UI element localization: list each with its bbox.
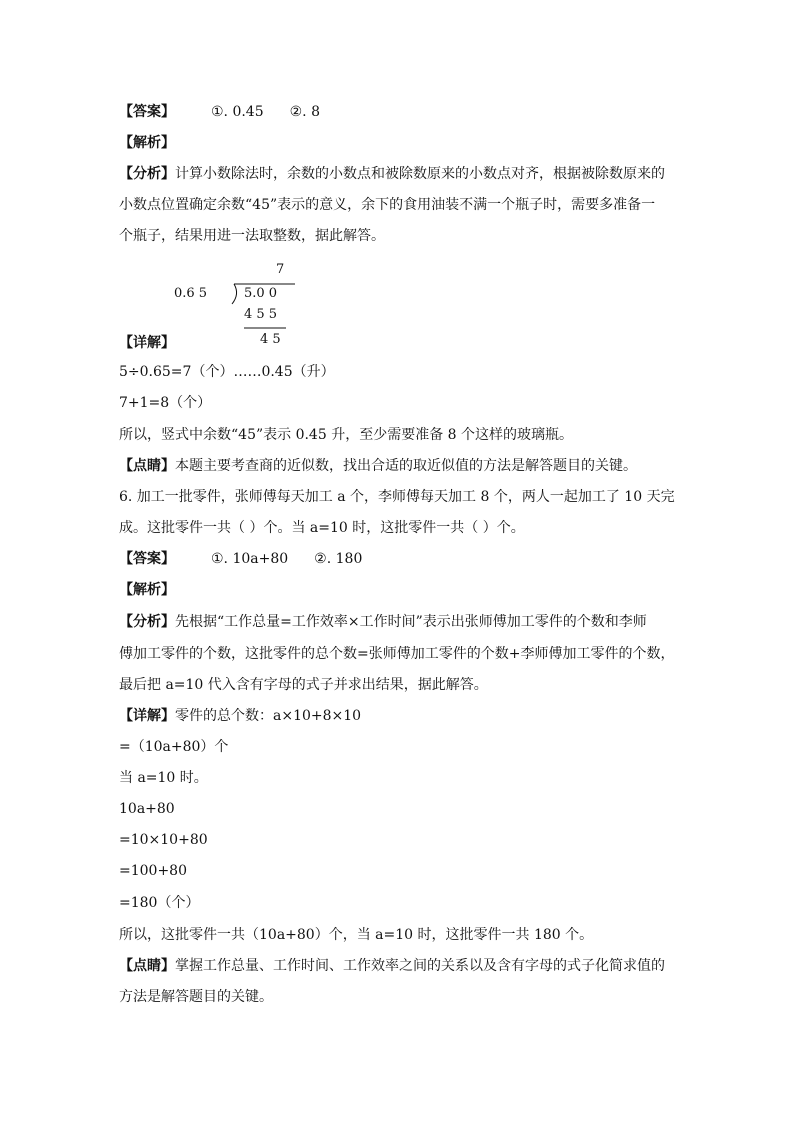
- detail-line: 10a+80: [119, 801, 175, 817]
- question-line: 6. 加工一批零件，张师傅每天加工 a 个，李师傅每天加工 8 个，两人一起加工了 10 天完: [119, 489, 675, 505]
- tip-tag: 【点睛】: [119, 958, 175, 974]
- division-divisor: 0.6 5: [174, 286, 208, 301]
- division-remainder: 4 5: [260, 332, 281, 347]
- tip-line: 【点睛】掌握工作总量、工作时间、工作效率之间的关系以及含有字母的式子化简求值的: [119, 958, 665, 974]
- detail-tag: 【详解】: [119, 708, 175, 724]
- detail-line: 5÷0.65=7（个）……0.45（升）: [119, 364, 335, 380]
- analysis-tag: 【解析】: [119, 135, 175, 151]
- answer-item: ①. 10a+80: [211, 551, 289, 567]
- division-quotient: 7: [276, 262, 285, 277]
- division-dividend: 5.0 0: [244, 286, 278, 301]
- division-bracket: [170, 262, 310, 352]
- answer-item: ②. 8: [289, 104, 320, 120]
- analysis-line: 最后把 a=10 代入含有字母的式子并求出结果，据此解答。: [119, 677, 488, 693]
- detail-line: =（10a+80）个: [119, 739, 229, 755]
- detail-line: 7+1=8（个）: [119, 395, 212, 411]
- tip-line: 方法是解答题目的关键。: [119, 989, 273, 1005]
- detail-line: 所以，这批零件一共（10a+80）个，当 a=10 时，这批零件一共 180 个。: [119, 927, 594, 943]
- detail-line: =180（个）: [119, 895, 200, 911]
- question-line: 成。这批零件一共（ ）个。当 a=10 时，这批零件一共（ ）个。: [119, 520, 525, 536]
- detail-line: =10×10+80: [119, 832, 208, 848]
- answer-line-2: [119, 549, 362, 569]
- analysis-line: 个瓶子，结果用进一法取整数，据此解答。: [119, 228, 385, 244]
- long-division-figure: [170, 262, 310, 352]
- answer-item: ①. 0.45: [211, 104, 264, 120]
- tip-line: 【点睛】本题主要考查商的近似数，找出合适的取近似值的方法是解答题目的关键。: [119, 458, 637, 474]
- answer-line-1: [119, 102, 320, 122]
- answer-tag: 【答案】: [119, 551, 175, 567]
- analysis-line: 【分析】计算小数除法时，余数的小数点和被除数原来的小数点对齐，根据被除数原来的: [119, 166, 665, 182]
- detail-line: =100+80: [119, 863, 187, 879]
- detail-line: 【详解】零件的总个数：a×10+8×10: [119, 708, 362, 724]
- fenxi-tag: 【分析】: [119, 614, 175, 630]
- answer-tag: 【答案】: [119, 104, 175, 120]
- answer-item: ②. 180: [314, 551, 363, 567]
- tip-tag: 【点睛】: [119, 458, 175, 474]
- detail-tag: 【详解】: [119, 335, 175, 351]
- analysis-tag: 【解析】: [119, 582, 175, 598]
- detail-line: 所以，竖式中余数“45”表示 0.45 升，至少需要准备 8 个这样的玻璃瓶。: [119, 427, 574, 443]
- analysis-line: 小数点位置确定余数“45”表示的意义，余下的食用油装不满一个瓶子时，需要多准备一: [119, 197, 656, 213]
- division-product: 4 5 5: [244, 307, 278, 322]
- analysis-line: 【分析】先根据“工作总量=工作效率×工作时间”表示出张师傅加工零件的个数和李师: [119, 614, 647, 630]
- fenxi-tag: 【分析】: [119, 166, 175, 182]
- detail-line: 当 a=10 时。: [119, 770, 208, 786]
- analysis-line: 傅加工零件的个数，这批零件的总个数=张师傅加工零件的个数+李师傅加工零件的个数，: [119, 646, 675, 662]
